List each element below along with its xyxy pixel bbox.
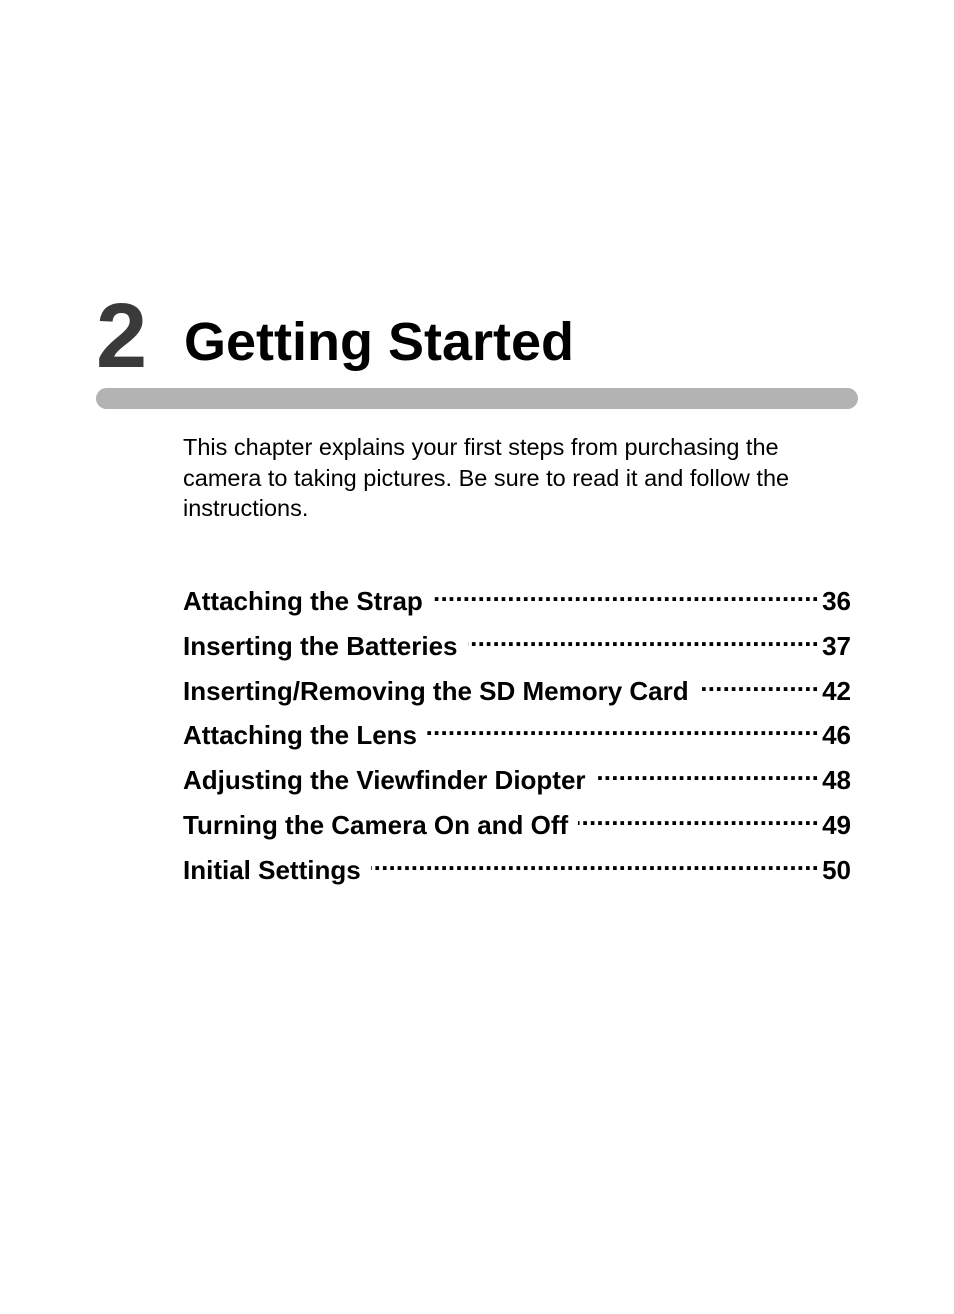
chapter-header [96,285,858,387]
chapter-divider [96,388,858,409]
toc-page-number: 49 [822,809,851,840]
toc-entry-label: Attaching the Lens [183,720,418,751]
toc-dot-leader [427,708,819,744]
toc-page-number: 36 [822,586,851,616]
table-of-contents [183,574,851,888]
toc-entry-attaching-strap[interactable] [183,574,851,619]
toc-entry-camera-on-off[interactable] [183,798,851,843]
toc-page-number: 48 [822,765,851,796]
chapter-number: 2 [96,285,146,387]
toc-entry-initial-settings[interactable] [183,843,851,888]
toc-entry-label: Attaching the Strap [183,586,423,616]
toc-dot-leader [468,619,820,655]
toc-dot-leader [371,843,819,879]
chapter-title: Getting Started [184,312,575,372]
toc-dot-leader [596,753,820,789]
toc-page-number: 37 [822,630,851,661]
toc-page-number: 42 [822,675,851,706]
toc-page-number: 46 [822,720,851,751]
toc-entry-label: Adjusting the Viewfinder Diopter [183,765,586,796]
toc-entry-attaching-lens[interactable] [183,708,851,753]
toc-entry-inserting-batteries[interactable] [183,619,851,664]
toc-entry-viewfinder-diopter[interactable] [183,753,851,798]
toc-page-number: 50 [822,854,851,885]
toc-entry-sd-memory-card[interactable] [183,664,851,709]
chapter-intro: This chapter explains your first steps from purchasing the camera to taking pictures. Be sure to read it and follow the instructions. [183,434,790,521]
toc-entry-label: Initial Settings [183,854,361,885]
toc-entry-label: Inserting the Batteries [183,630,458,661]
toc-dot-leader [433,574,819,610]
toc-entry-label: Turning the Camera On and Off [183,809,569,840]
toc-dot-leader [699,664,819,700]
toc-entry-label: Inserting/Removing the SD Memory Card [183,675,689,706]
toc-dot-leader [578,798,819,834]
